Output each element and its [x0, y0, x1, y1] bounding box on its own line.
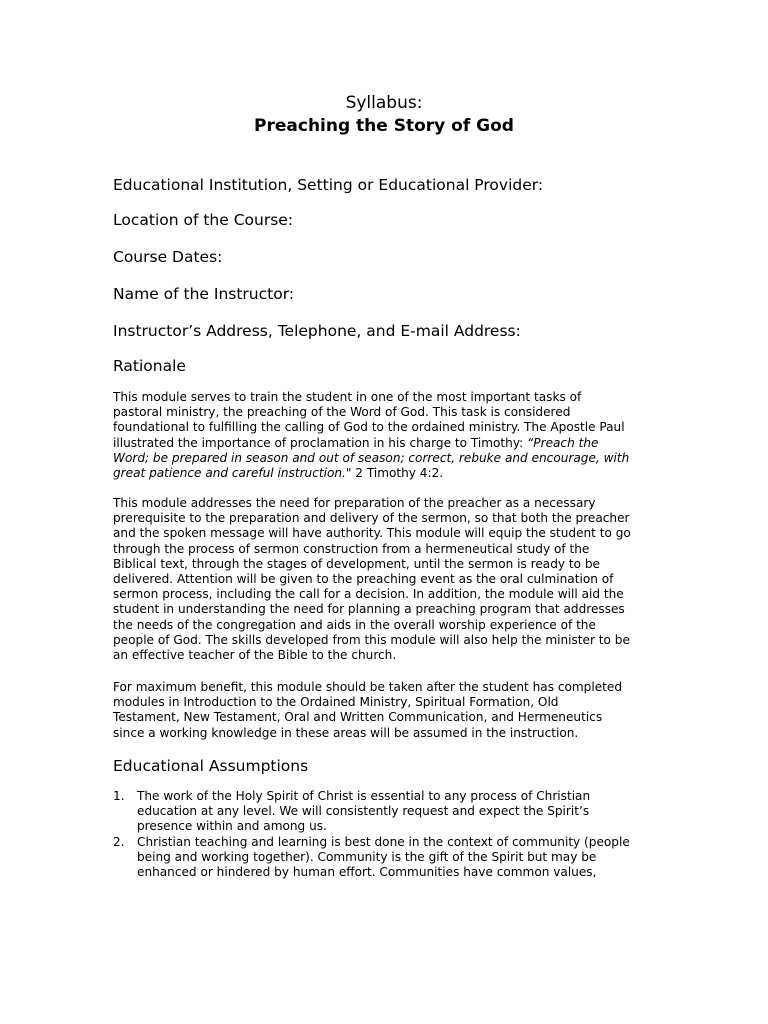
list-item-line: presence within and among us. [137, 819, 327, 834]
paragraph-line: student in understanding the need for planning a preaching program that addresses [113, 602, 625, 617]
paragraph-line: foundational to fulfilling the calling of God to the ordained ministry. The Apostle Paul [113, 420, 625, 435]
list-item [113, 789, 658, 835]
paragraph-line: This module serves to train the student in one of the most important tasks of [113, 390, 582, 404]
document-title-label: Syllabus: [345, 93, 423, 113]
paragraph-line [113, 466, 658, 481]
paragraph-line: prerequisite to the preparation and delivery of the sermon, so that both the preacher [113, 511, 630, 526]
scripture-reference: " 2 Timothy 4:2. [345, 466, 444, 481]
list-item-line: The work of the Holy Spirit of Christ is essential to any process of Christian [137, 789, 591, 803]
paragraph-line: and the spoken message will have authority. This module will equip the student to go [113, 526, 631, 541]
list-item [113, 835, 658, 881]
field-instructor-contact: Instructor’s Address, Telephone, and E-mail Address: [113, 322, 521, 340]
list-item-line: being and working together). Community is the gift of the Spirit but may be [137, 849, 597, 864]
paragraph-line [113, 436, 658, 451]
assumptions-list [113, 789, 658, 880]
paragraph-line: an effective teacher of the Bible to the church. [113, 648, 397, 663]
paragraph-line: since a working knowledge in these areas will be assumed in the instruction. [113, 725, 579, 740]
section-heading-rationale: Rationale [113, 357, 186, 375]
paragraph-text: illustrated the importance of proclamation in his charge to Timothy: [113, 435, 528, 450]
rationale-paragraph-1 [113, 390, 658, 481]
paragraph-line: sermon process, including the call for a decision. In addition, the module will aid the [113, 587, 624, 602]
scripture-quote: Word; be prepared in season and out of season; correct, rebuke and encourage, with [113, 450, 630, 465]
paragraph-line [113, 451, 658, 466]
paragraph-line: through the process of sermon construction from a hermeneutical study of the [113, 541, 590, 556]
field-location: Location of the Course: [113, 211, 294, 229]
paragraph-line: the needs of the congregation and aids in the overall worship experience of the [113, 617, 596, 632]
paragraph-line: delivered. Attention will be given to the preaching event as the oral culmination of [113, 572, 614, 587]
list-item-line: enhanced or hindered by human effort. Communities have common values, [137, 865, 597, 880]
scripture-quote: great patience and careful instruction. [113, 466, 346, 481]
rationale-paragraph-2 [113, 496, 658, 663]
list-number: 1. [113, 789, 125, 803]
paragraph-line: Biblical text, through the stages of development, until the sermon is ready to be [113, 556, 600, 571]
field-instructor-name: Name of the Instructor: [113, 285, 295, 303]
rationale-paragraph-3 [113, 680, 658, 741]
list-item-line: Christian teaching and learning is best done in the context of community (people [137, 834, 630, 849]
paragraph-line: pastoral ministry, the preaching of the Word of God. This task is considered [113, 405, 571, 420]
field-educational-institution: Educational Institution, Setting or Educational Provider: [113, 176, 544, 194]
document-title: Preaching the Story of God [254, 116, 514, 136]
list-item-line: education at any level. We will consistently request and expect the Spirit’s [137, 804, 590, 819]
paragraph-line: modules in Introduction to the Ordained Ministry, Spiritual Formation, Old [113, 695, 559, 710]
paragraph-line: This module addresses the need for preparation of the preacher as a necessary [113, 496, 596, 510]
title-block [0, 92, 768, 137]
list-number: 2. [113, 834, 125, 849]
field-course-dates: Course Dates: [113, 248, 223, 266]
paragraph-line: Testament, New Testament, Oral and Written Communication, and Hermeneutics [113, 710, 603, 725]
section-heading-educational-assumptions: Educational Assumptions [113, 757, 309, 775]
paragraph-line: people of God. The skills developed from this module will also help the minister to be [113, 632, 630, 647]
paragraph-line: For maximum benefit, this module should be taken after the student has completed [113, 680, 623, 694]
scripture-quote: “Preach the [527, 435, 599, 450]
